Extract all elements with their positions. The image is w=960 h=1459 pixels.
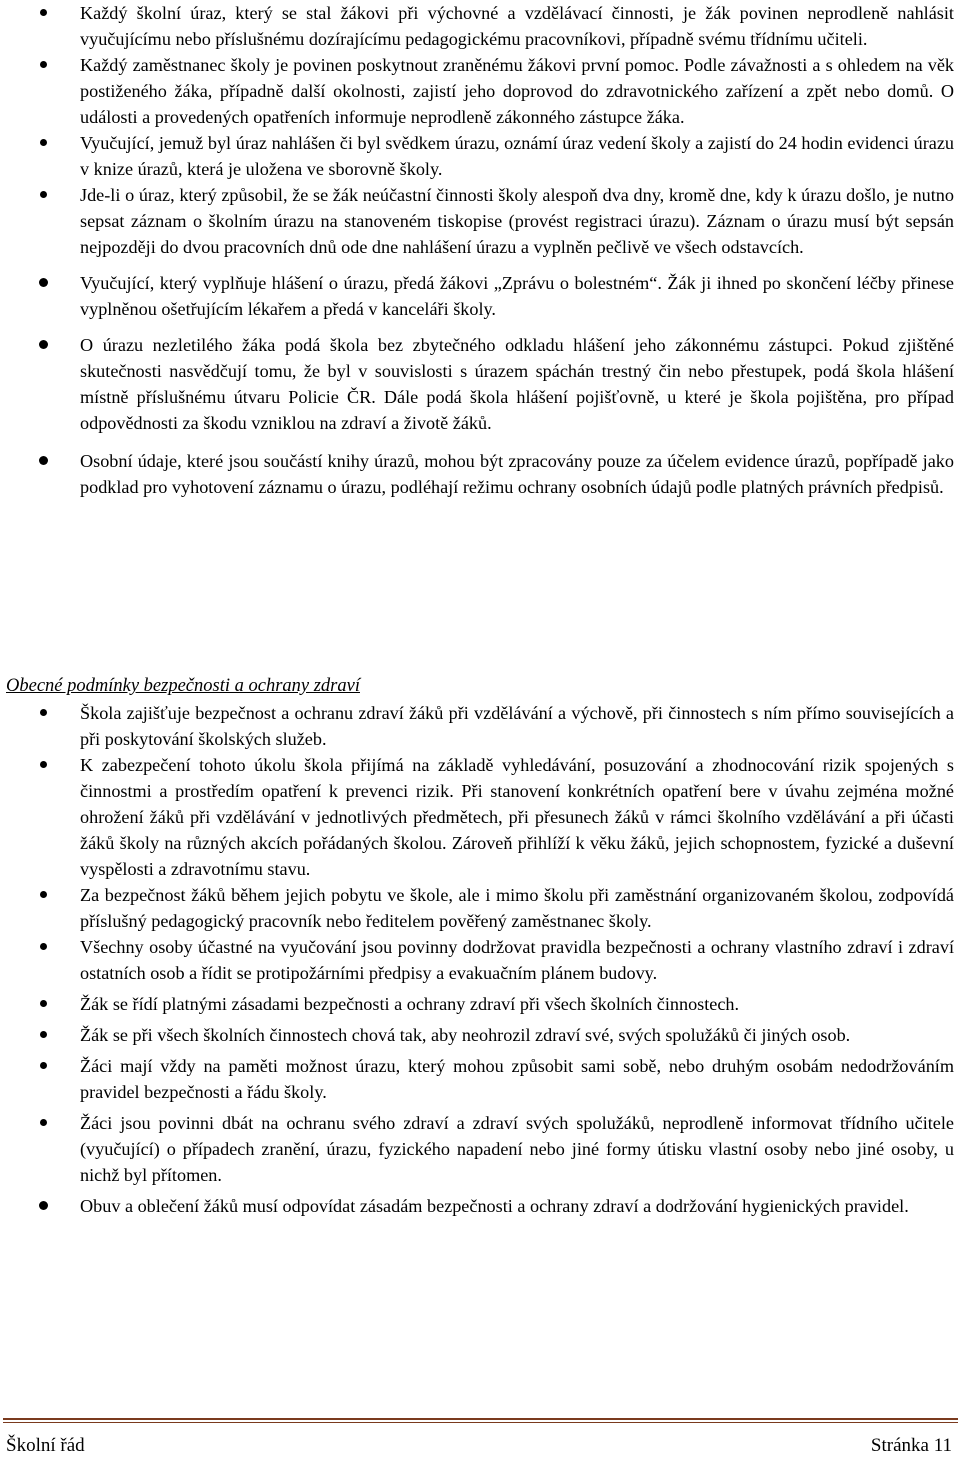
list-item: Všechny osoby účastné na vyučování jsou povinny dodržovat pravidla bezpečnosti a ochrany vlastního zdraví i zdraví ostatních osob a řídit se protipožárními předpisy a evakuačním plánem budovy. [0,934,960,986]
list-item: Škola zajišťuje bezpečnost a ochranu zdraví žáků při vzdělávání a výchově, při činnostech s ním přímo souvisejících a při poskytování školských služeb. [0,700,960,752]
list-item: K zabezpečení tohoto úkolu škola přijímá na základě vyhledávání, posuzování a zhodnocování rizik spojených s činnostmi a prostředím opatření k prevenci rizik. Při stanovení konkrétních opatření bere v úvahu zejména možné ohrožení žáků při vzdělávání v jednotlivých předmětech, při přesunech žáků v rámci školního vzdělávání a při účasti žáků školy na různých akcích pořádaných školou. Zároveň přihlíží k věku žáků, jejich schopnostem, fyzické a duševní vyspělosti a zdravotnímu stavu. [0,752,960,882]
list-item: Každý zaměstnanec školy je povinen poskytnout zraněnému žákovi první pomoc. Podle závažnosti a s ohledem na věk postiženého žáka, případně další okolnosti, zajistí jeho doprovod do zdravotnického zařízení a zpět nebo domů. O události a provedených opatřeních informuje neprodleně zákonného zástupce žáka. [0,52,960,130]
footer-rule-thin [3,1422,958,1423]
list-item: Osobní údaje, které jsou součástí knihy úrazů, mohou být zpracovány pouze za účelem evidence úrazů, popřípadě jako podklad pro vyhotovení záznamu o úrazu, podléhají režimu ochrany osobních údajů podle platných právních předpisů. [0,448,960,500]
list-item: O úrazu nezletilého žáka podá škola bez zbytečného odkladu hlášení jeho zákonnému zástupci. Pokud zjištěné skutečnosti nasvědčují tomu, že byl v souvislosti s úrazem spáchán trestný čin nebo přestupek, podá škola hlášení místně příslušnému útvaru Policie ČR. Dále podá škola hlášení pojišťovně, u které je škola pojištěna, pro případ odpovědnosti za škodu vzniklou na zdraví a životě žáků. [0,332,960,436]
list-item: Za bezpečnost žáků během jejich pobytu ve škole, ale i mimo školu při zaměstnání organizovaném školou, zodpovídá příslušný pedagogický pracovník nebo ředitelem pověřený zaměstnanec školy. [0,882,960,934]
footer-rule [3,1418,958,1420]
footer-document-title: Školní řád [6,1435,85,1456]
list-item: Žáci jsou povinni dbát na ochranu svého zdraví a zdraví svých spolužáků, neprodleně informovat třídního učitele (vyučující) o případech zranění, úrazu, fyzického napadení nebo jiné formy útisku vlastní osoby nebo jiné osoby, u nichž byl přítomen. [0,1110,960,1188]
list-item: Obuv a oblečení žáků musí odpovídat zásadám bezpečnosti a ochrany zdraví a dodržování hygienických pravidel. [0,1193,960,1219]
list-item: Žák se řídí platnými zásadami bezpečnosti a ochrany zdraví při všech školních činnostech. [0,991,960,1017]
list-item: Vyučující, který vyplňuje hlášení o úrazu, předá žákovi „Zprávu o bolestném“. Žák ji ihned po skončení léčby přinese vyplněnou ošetřujícím lékařem a předá v kanceláři školy. [0,270,960,322]
injury-rules-list [0,0,960,500]
page-footer [6,1434,952,1458]
section-heading: Obecné podmínky bezpečnosti a ochrany zdraví [6,676,360,696]
list-item: Žák se při všech školních činnostech chová tak, aby neohrozil zdraví své, svých spolužáků či jiných osob. [0,1022,960,1048]
list-item: Žáci mají vždy na paměti možnost úrazu, který mohou způsobit sami sobě, nebo druhým osobám nedodržováním pravidel bezpečnosti a řádu školy. [0,1053,960,1105]
list-item: Jde-li o úraz, který způsobil, že se žák neúčastní činnosti školy alespoň dva dny, kromě dne, kdy k úrazu došlo, je nutno sepsat záznam o školním úrazu na stanoveném tiskopise (provést registraci úrazu). Záznam o úrazu musí být sepsán nejpozději do dvou pracovních dnů ode dne nahlášení úrazu a vyplněn pečlivě ve všech odstavcích. [0,182,960,260]
list-item: Vyučující, jemuž byl úraz nahlášen či byl svědkem úrazu, oznámí úraz vedení školy a zajistí do 24 hodin evidenci úrazu v knize úrazů, která je uložena ve sborovně školy. [0,130,960,182]
footer-page-number: Stránka 11 [870,1435,952,1456]
list-item: Každý školní úraz, který se stal žákovi při výchovné a vzdělávací činnosti, je žák povinen neprodleně nahlásit vyučujícímu nebo příslušnému dozírajícímu pedagogickému pracovníkovi, případně svému třídnímu učiteli. [0,0,960,52]
safety-rules-list [0,700,960,1219]
